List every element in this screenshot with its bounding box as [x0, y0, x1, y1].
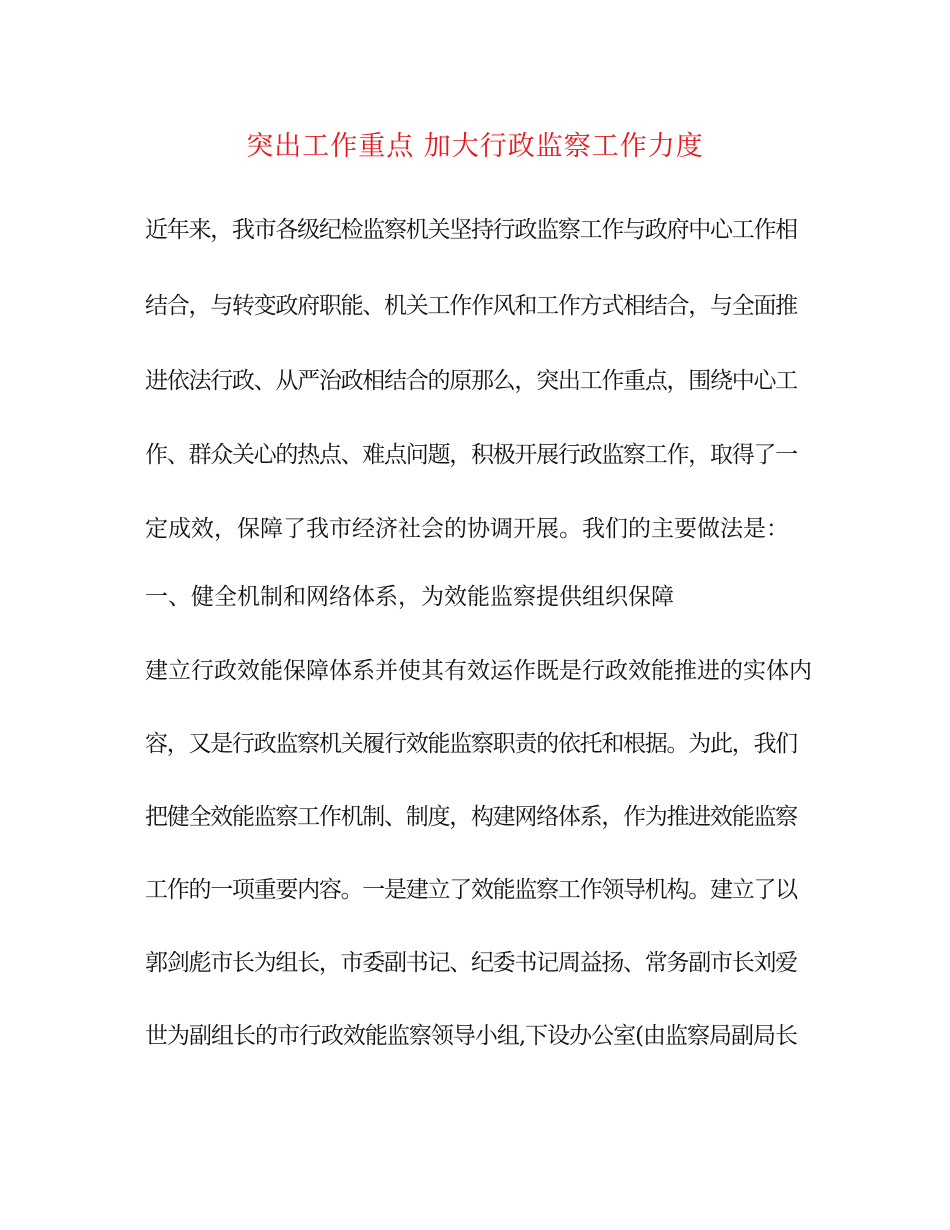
paragraph-line: 作、群众关心的热点、难点问题，积极开展行政监察工作，取得了一: [145, 442, 797, 468]
paragraph-line: 郭剑彪市长为组长，市委副书记、纪委书记周益扬、常务副市长刘爱: [145, 950, 797, 976]
paragraph-line: 工作的一项重要内容。一是建立了效能监察工作领导机构。建立了以: [145, 877, 797, 903]
paragraph-line: 把健全效能监察工作机制、制度，构建网络体系，作为推进效能监察: [145, 804, 797, 830]
paragraph-line: 世为副组长的市行政效能监察领导小组,下设办公室(由监察局副局长: [145, 1023, 797, 1049]
paragraph-line: 近年来，我市各级纪检监察机关坚持行政监察工作与政府中心工作相: [145, 217, 797, 243]
paragraph-line: 容，又是行政监察机关履行效能监察职责的依托和根据。为此，我们: [145, 731, 797, 757]
paragraph-line: 进依法行政、从严治政相结合的原那么，突出工作重点，围绕中心工: [145, 368, 797, 394]
paragraph-line: 定成效，保障了我市经济社会的协调开展。我们的主要做法是：: [145, 516, 789, 542]
document-title: 突出工作重点 加大行政监察工作力度: [246, 131, 704, 162]
paragraph-line: 建立行政效能保障体系并使其有效运作既是行政效能推进的实体内: [145, 658, 812, 684]
section-heading: 一、健全机制和网络体系，为效能监察提供组织保障: [145, 584, 674, 610]
paragraph-line: 结合，与转变政府职能、机关工作作风和工作方式相结合，与全面推: [145, 293, 797, 319]
